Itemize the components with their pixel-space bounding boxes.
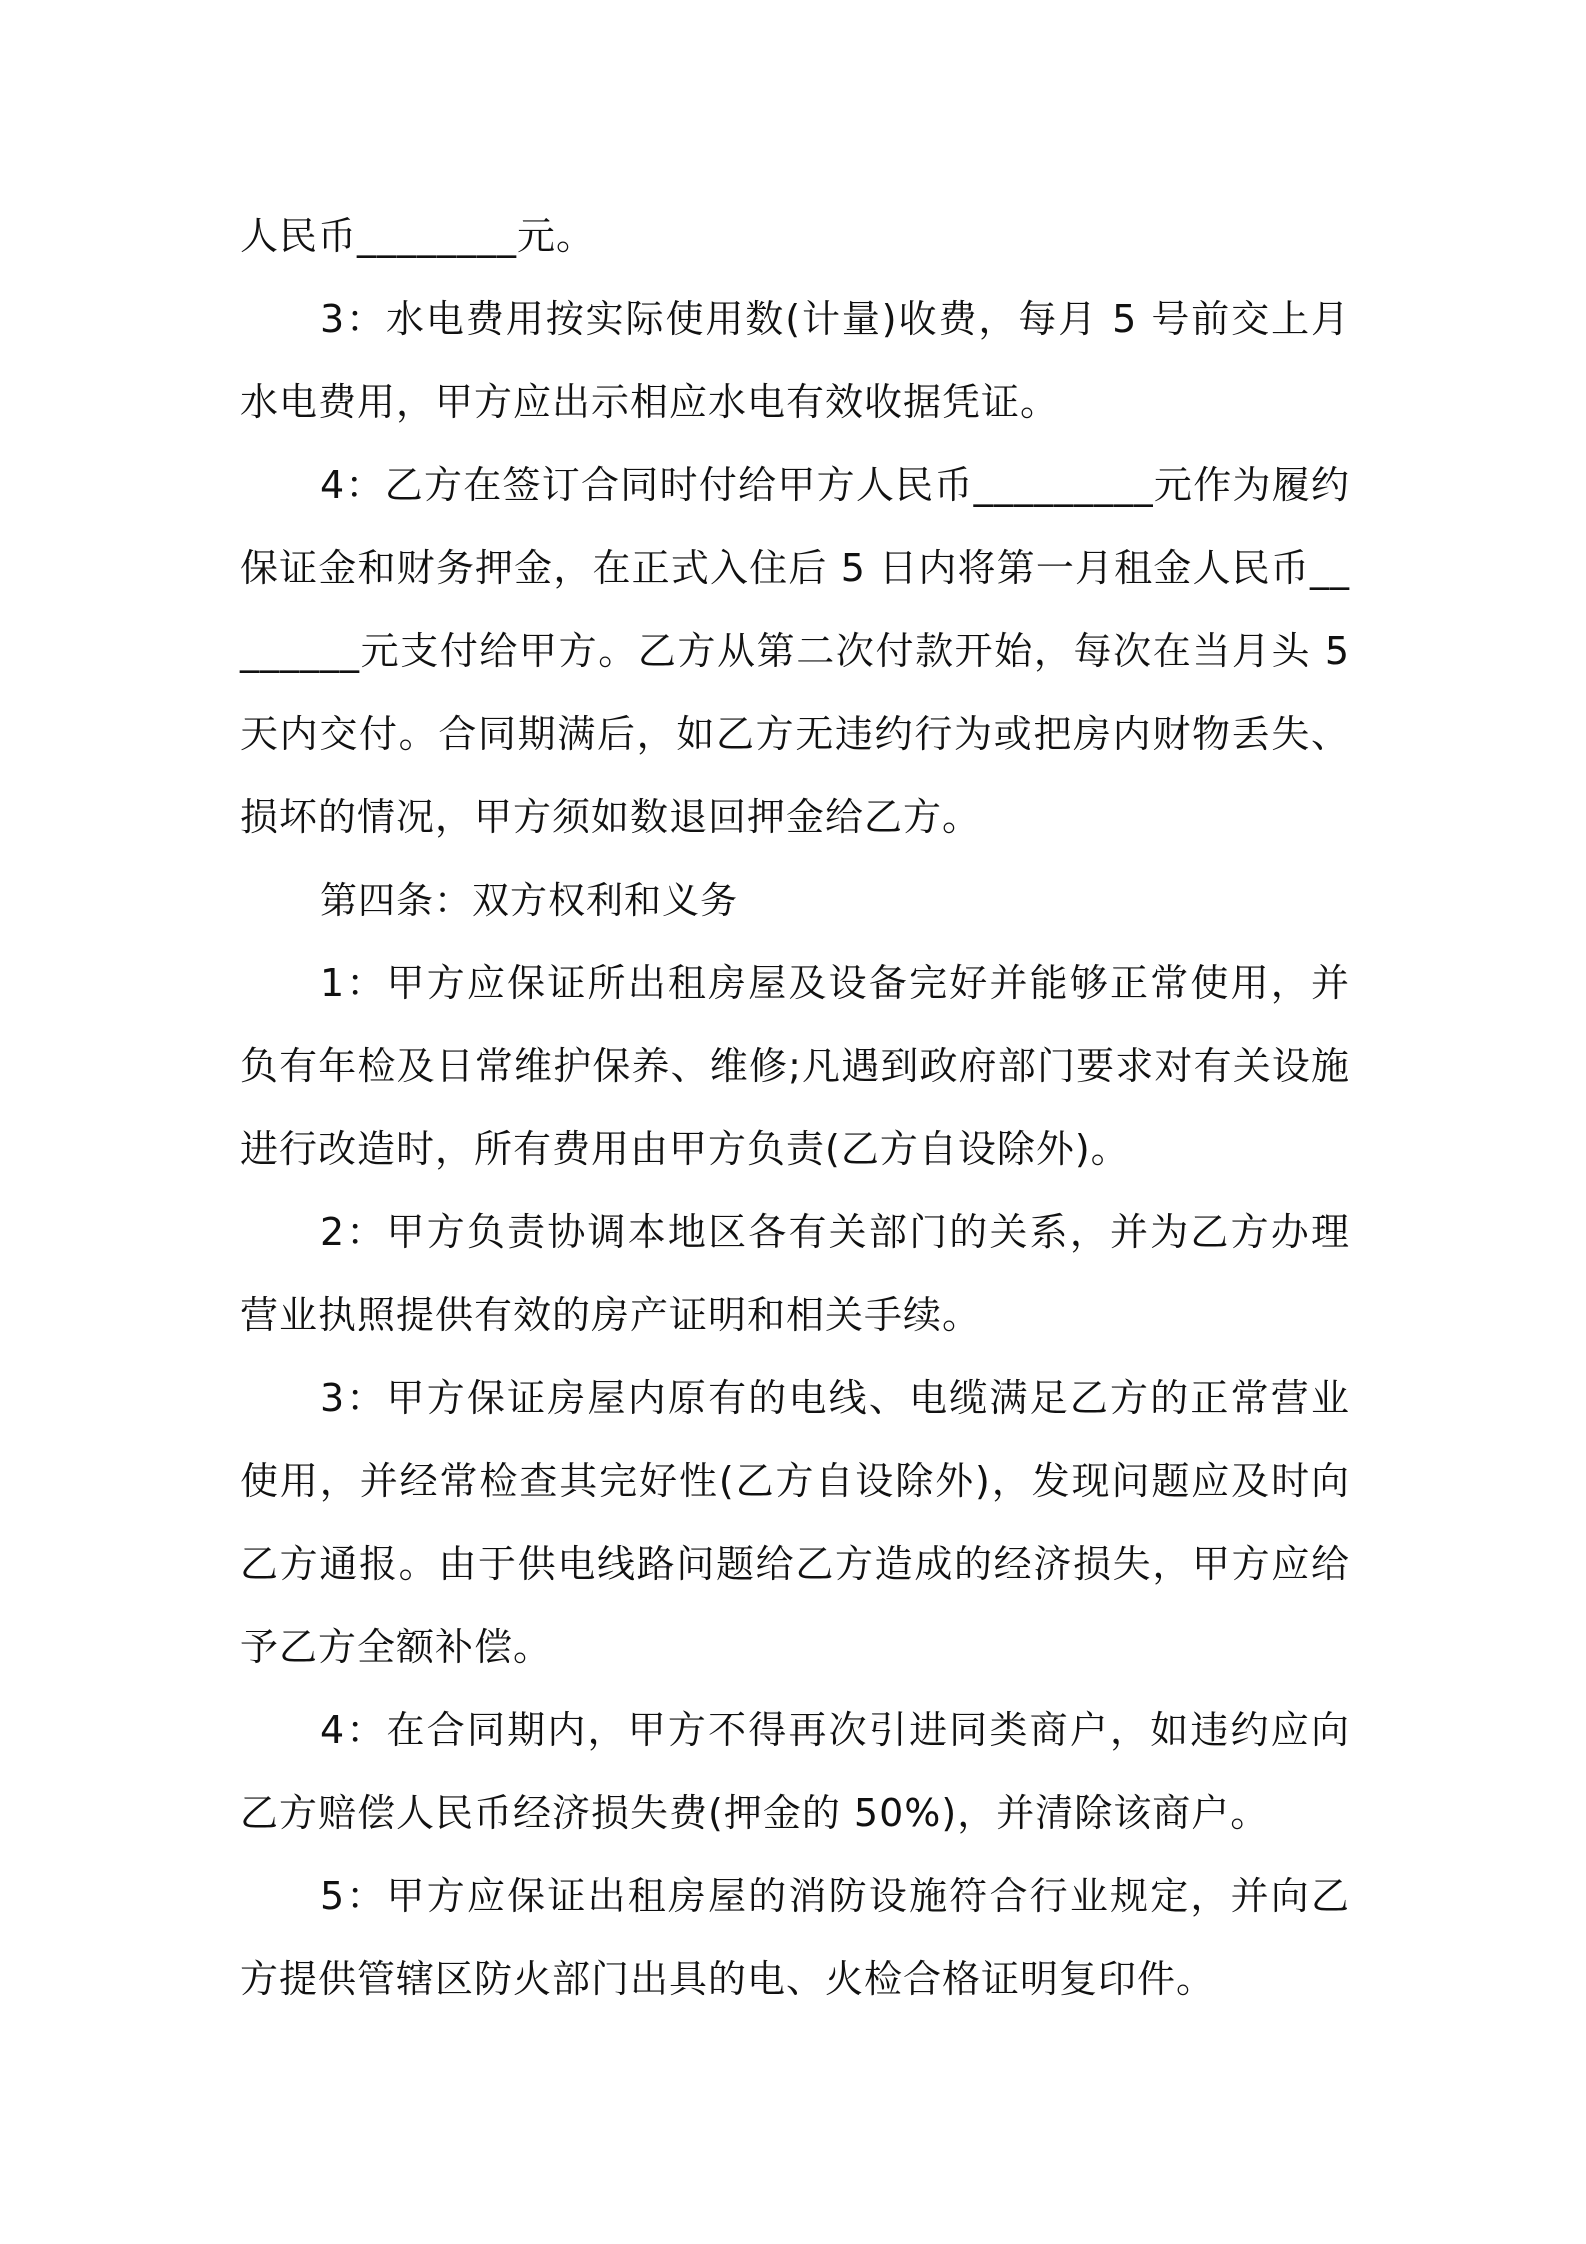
paragraph-duty-1: 1：甲方应保证所出租房屋及设备完好并能够正常使用，并负有年检及日常维护保养、维修;凡遇到政府部门要求对有关设施进行改造时，所有费用由甲方负责(乙方自设除外)。 xyxy=(240,961,1350,1171)
paragraph-clause-3-utilities: 3：水电费用按实际使用数(计量)收费，每月 5 号前交上月水电费用，甲方应出示相应水电有效收据凭证。 xyxy=(240,297,1350,424)
section-heading-article-4: 第四条：双方权利和义务 xyxy=(320,879,738,922)
paragraph-duty-5: 5：甲方应保证出租房屋的消防设施符合行业规定，并向乙方提供管辖区防火部门出具的电、火检合格证明复印件。 xyxy=(240,1874,1350,2001)
paragraph-rmb-amount: 人民币________元。 xyxy=(240,214,596,258)
paragraph-duty-2: 2：甲方负责协调本地区各有关部门的关系，并为乙方办理营业执照提供有效的房产证明和相关手续。 xyxy=(240,1210,1350,1337)
paragraph-clause-4-deposit: 4：乙方在签订合同时付给甲方人民币_________元作为履约保证金和财务押金，在正式入住后 5 日内将第一月租金人民币________元支付给甲方。乙方从第二次付款开始，每次在当月头 5 天内交付。合同期满后，如乙方无违约行为或把房内财物丢失、损坏的情况，甲方须如数退回押金给乙方。 xyxy=(240,463,1364,839)
paragraph-duty-4: 4：在合同期内，甲方不得再次引进同类商户，如违约应向乙方赔偿人民币经济损失费(押金的 50%)，并清除该商户。 xyxy=(240,1708,1350,1835)
document-body xyxy=(240,195,1364,2021)
paragraph-duty-3: 3：甲方保证房屋内原有的电线、电缆满足乙方的正常营业使用，并经常检查其完好性(乙方自设除外)，发现问题应及时向乙方通报。由于供电线路问题给乙方造成的经济损失，甲方应给予乙方全额补偿。 xyxy=(240,1376,1350,1669)
